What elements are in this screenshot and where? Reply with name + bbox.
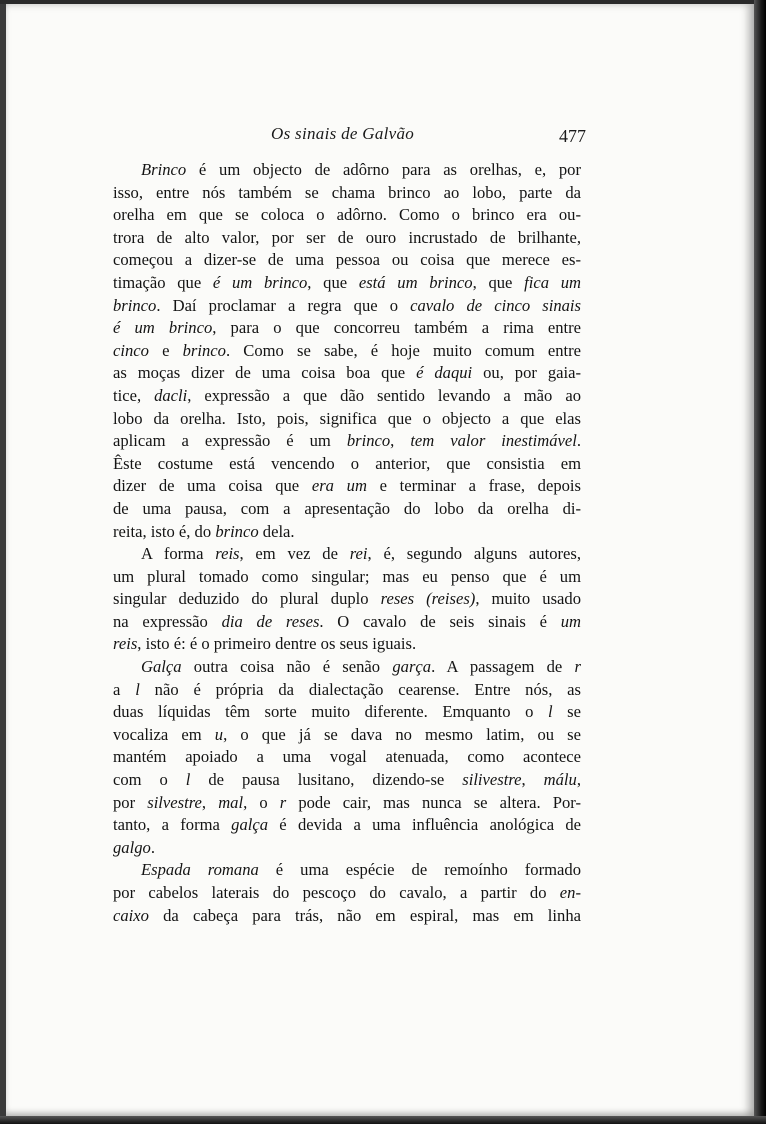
text-line: reita, isto é, do brinco dela. xyxy=(113,521,295,541)
text-line: trora de alto valor, por ser de ouro incrustado de brilhante, xyxy=(113,227,581,247)
text-line: galgo. xyxy=(113,837,155,857)
text-line: as moças dizer de uma coisa boa que é daqui ou, por gaia- xyxy=(113,363,582,383)
text-line: caixo da cabeça para trás, não em espiral, mas em linha xyxy=(113,905,581,925)
text-line: A forma reis, em vez de rei, é, segundo alguns autores, xyxy=(141,544,581,564)
text-line: tice, dacli, expressão a que dão sentido levando a mão ao xyxy=(113,385,581,405)
text-line: de uma pausa, com a apresentação do lobo da orelha di- xyxy=(113,498,581,518)
text-line: começou a dizer-se de uma pessoa ou coisa que merece es- xyxy=(113,250,581,270)
text-line: brinco. Daí proclamar a regra que o cavalo de cinco sinais xyxy=(113,295,581,315)
body-text xyxy=(113,159,581,927)
text-line: orelha em que se coloca o adôrno. Como o brinco era ou- xyxy=(113,205,581,225)
text-line: aplicam a expressão é um brinco, tem valor inestimável. xyxy=(113,431,582,451)
text-line: Êste costume está vencendo o anterior, que consistia em xyxy=(113,453,581,473)
text-line: singular deduzido do plural duplo reses (reises), muito usado xyxy=(113,589,581,609)
text-line: por silvestre, mal, o r pode cair, mas nunca se altera. Por- xyxy=(113,792,581,812)
text-line: vocaliza em u, o que já se dava no mesmo latim, ou se xyxy=(113,724,581,744)
text-line: tanto, a forma galça é devida a uma influência anológica de xyxy=(113,815,582,835)
page-header xyxy=(106,124,586,150)
text-line: a l não é própria da dialectação cearense. Entre nós, as xyxy=(113,679,581,699)
book-page xyxy=(6,4,754,1116)
page-number: 477 xyxy=(559,126,586,146)
text-line: reis, isto é: é o primeiro dentre os seus iguais. xyxy=(113,634,417,654)
text-line: dizer de uma coisa que era um e terminar a frase, depois xyxy=(113,476,581,496)
text-line: isso, entre nós também se chama brinco ao lobo, parte da xyxy=(113,182,581,202)
text-line: cinco e brinco. Como se sabe, é hoje muito comum entre xyxy=(113,340,581,360)
running-title: Os sinais de Galvão xyxy=(271,124,415,143)
scan-edge-bottom xyxy=(0,1116,766,1124)
text-line: mantém apoiado a uma vogal atenuada, como acontece xyxy=(113,747,581,767)
text-line: um plural tomado como singular; mas eu penso que é um xyxy=(113,566,581,586)
text-line: lobo da orelha. Isto, pois, significa que o objecto a que elas xyxy=(113,408,581,428)
text-line: Galça outra coisa não é senão garça. A passagem de r xyxy=(141,657,581,677)
scan-edge-right xyxy=(754,0,766,1124)
text-line: timação que é um brinco, que está um brinco, que fica um xyxy=(113,272,581,292)
text-line: por cabelos laterais do pescoço do cavalo, a partir do en- xyxy=(113,883,581,902)
text-line: Brinco é um objecto de adôrno para as orelhas, e, por xyxy=(141,160,581,179)
text-line: com o l de pausa lusitano, dizendo-se silivestre, málu, xyxy=(113,770,581,790)
text-line: duas líquidas têm sorte muito diferente. Emquanto o l se xyxy=(113,702,581,722)
text-line: Espada romana é uma espécie de remoínho formado xyxy=(141,860,581,880)
text-line: na expressão dia de reses. O cavalo de seis sinais é um xyxy=(113,611,582,631)
text-line: é um brinco, para o que concorreu também a rima entre xyxy=(113,318,581,338)
